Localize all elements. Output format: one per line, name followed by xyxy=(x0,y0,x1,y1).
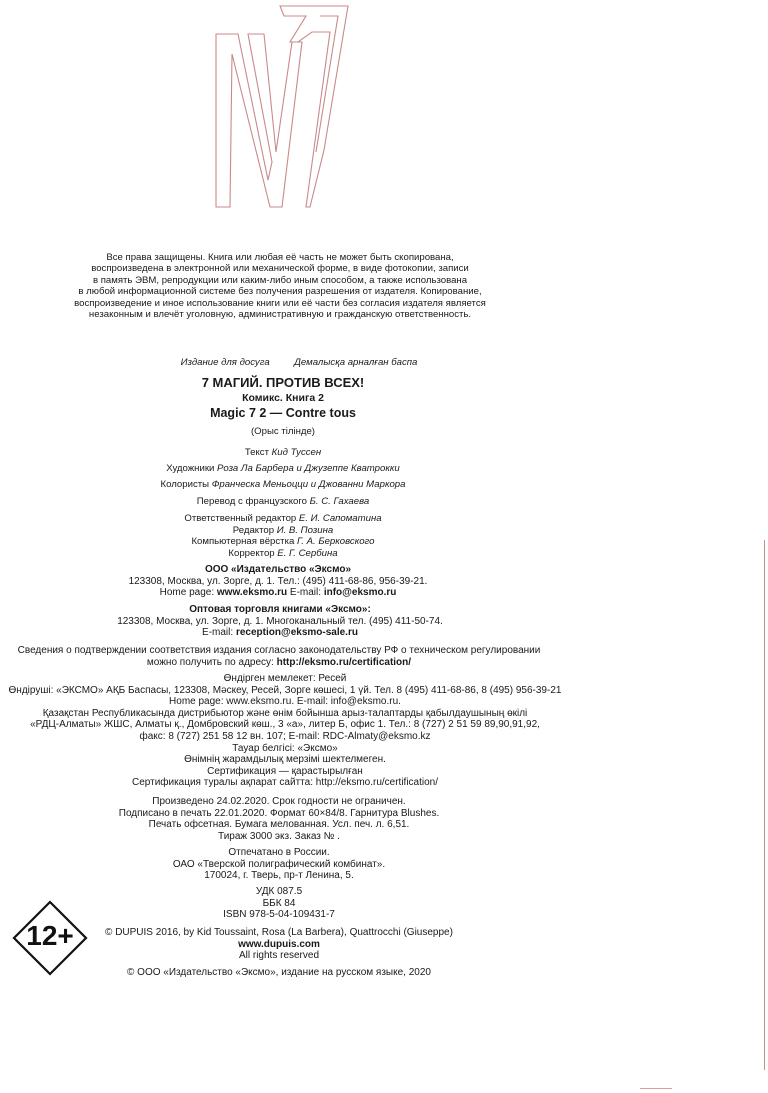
credit-value: Г. А. Берковского xyxy=(297,536,375,547)
udk-code: УДК 087.5 xyxy=(255,886,303,897)
credit-text xyxy=(0,447,566,458)
rights-line: воспроизведена в электронной или механической форме, в виде фотокопии, записи xyxy=(91,263,469,275)
production-line: Печать офсетная. Бумага мелованная. Усл. печ. л. 6,51. xyxy=(148,819,410,831)
rights-notice xyxy=(0,252,560,320)
rights-line: в любой информационной системе без получения разрешения от издателя. Копирование, xyxy=(78,286,482,298)
production-block xyxy=(0,796,558,842)
credit-value: Кид Туссен xyxy=(271,447,322,458)
rights-reserved: All rights reserved xyxy=(238,950,320,962)
credit-label: Текст xyxy=(244,447,269,458)
credit-value: И. В. Позина xyxy=(276,525,334,536)
rights-line: незаконным и влечёт уголовную, административную и гражданскую ответственность. xyxy=(88,309,472,321)
publisher-home-link[interactable]: www.eksmo.ru xyxy=(216,587,288,599)
kz-block xyxy=(0,673,570,789)
kz-line: Өндіруші: «ЭКСМО» АҚБ Баспасы, 123308, Мәскеу, Ресей, Зорге көшесі, 1 үй. Тел. 8 (495) 411-68-86, 8 (495) 956-39-21 xyxy=(8,684,562,696)
kz-line: «РДЦ-Алматы» ЖШС, Алматы қ., Домбровский көш., 3 «а», литер Б, офис 1. Тел.: 8 (727) 2 51 59 89,90,91,92, xyxy=(30,719,540,731)
production-line: Подписано в печать 22.01.2020. Формат 60×84/8. Гарнитура Blushes. xyxy=(118,807,440,819)
certification-block xyxy=(0,645,558,668)
credit-translation xyxy=(0,496,566,507)
credit-label: Художники xyxy=(166,463,215,474)
kz-line: Сертификация туралы ақпарат сайтта: http://eksmo.ru/certification/ xyxy=(131,777,439,789)
credit-value: Роза Ла Барбера и Джузеппе Кватрокки xyxy=(217,463,400,474)
copyright-eksmo: © ООО «Издательство «Эксмо», издание на русском языке, 2020 xyxy=(127,967,431,978)
margin-line xyxy=(764,540,765,1070)
credit-value: Е. И. Сапоматина xyxy=(298,513,382,524)
credit-label: Корректор xyxy=(228,548,275,559)
dupuis-link[interactable]: www.dupuis.com xyxy=(238,938,320,950)
credit-label: Компьютерная вёрстка xyxy=(191,536,295,547)
language-note: (Орыс тілінде) xyxy=(250,426,316,437)
kz-line: Тауар белгісі: «Эксмо» xyxy=(232,742,338,754)
printer-block xyxy=(0,847,558,882)
wholesale-contacts: E-mail: reception@eksmo-sale.ru xyxy=(202,627,358,639)
kz-line: Өндірген мемлекет: Ресей xyxy=(223,673,347,684)
rights-line: воспроизведение и иное использование книги или её части без согласия издателя является xyxy=(74,297,486,309)
publisher-address: 123308, Москва, ул. Зорге, д. 1. Тел.: (495) 411-68-86, 956-39-21. xyxy=(128,575,428,587)
printer-line: 170024, г. Тверь, пр-т Ленина, 5. xyxy=(204,870,354,882)
credit-label: Редактор xyxy=(232,525,275,536)
kz-line: Өнімнің жарамдылық мерзімі шектелмеген. xyxy=(184,754,386,766)
original-title: Magic 7 2 — Contre tous xyxy=(210,406,356,420)
credit-value: Б. С. Гахаева xyxy=(309,496,370,507)
m7-logo xyxy=(212,2,352,212)
wholesale-block xyxy=(0,604,560,639)
production-line: Тираж 3000 экз. Заказ № . xyxy=(218,830,340,842)
publisher-email-link[interactable]: info@eksmo.ru xyxy=(323,587,397,599)
edition-kz: Демалысқа арналған баспа xyxy=(294,357,418,368)
credit-value: Е. Г. Сербина xyxy=(277,548,338,559)
printer-line: Отпечатано в России. xyxy=(228,847,330,858)
credit-editor xyxy=(0,525,566,536)
rights-line: Все права защищены. Книга или любая её часть не может быть скопирована, xyxy=(106,252,454,263)
credit-label: Колористы xyxy=(160,479,210,490)
credit-colorists xyxy=(0,479,566,490)
credit-label: Ответственный редактор xyxy=(184,513,297,524)
isbn-code: ISBN 978-5-04-109431-7 xyxy=(223,909,335,921)
edition-ru: Издание для досуга xyxy=(180,357,270,368)
credit-value: Франческа Меньоцци и Джованни Маркора xyxy=(211,479,406,490)
certification-link[interactable]: http://eksmo.ru/certification/ xyxy=(276,656,412,668)
certification-line: Сведения о подтверждении соответствия издания согласно законодательству РФ о техническом регулировании xyxy=(17,645,541,656)
edition-header xyxy=(0,352,598,370)
wholesale-address: 123308, Москва, ул. Зорге, д. 1. Многоканальный тел. (495) 411-50-74. xyxy=(117,615,443,627)
bbk-code: ББК 84 xyxy=(262,897,296,909)
certification-url-line: можно получить по адресу: http://eksmo.ru/certification/ xyxy=(146,656,412,668)
age-rating-label: 12+ xyxy=(26,920,74,951)
book-title: 7 МАГИЙ. ПРОТИВ ВСЕХ! xyxy=(201,375,365,390)
margin-mark xyxy=(640,1088,672,1089)
credit-proof xyxy=(0,548,566,559)
kz-line: Сертификация — қарастырылған xyxy=(207,765,363,777)
kz-line: Home page: www.eksmo.ru. E-mail: info@eksmo.ru. xyxy=(169,696,401,708)
rights-line: в память ЭВМ, репродукции или каким-либо иным способом, а также использована xyxy=(92,274,468,286)
wholesale-email-link[interactable]: reception@eksmo-sale.ru xyxy=(235,627,358,639)
wholesale-name: Оптовая торговля книгами «Эксмо»: xyxy=(189,604,371,615)
production-line: Произведено 24.02.2020. Срок годности не ограничен. xyxy=(152,796,406,807)
book-subtitle: Комикс. Книга 2 xyxy=(242,392,324,404)
credit-label: Перевод с французского xyxy=(196,496,307,507)
credit-artists xyxy=(0,463,566,474)
credit-layout xyxy=(0,536,566,547)
publisher-contacts: Home page: www.eksmo.ru E-mail: info@eksmo.ru xyxy=(159,587,397,599)
credit-editor-in-charge xyxy=(0,513,566,524)
publisher-block xyxy=(0,564,556,599)
printer-line: ОАО «Тверской полиграфический комбинат». xyxy=(172,858,386,870)
kz-line: Қазақстан Республикасында дистрибьютор және өнім бойынша арыз-талаптарды қабылдаушының өкілі xyxy=(42,707,528,719)
kz-line: факс: 8 (727) 251 58 12 вн. 107; E-mail: RDC-Almaty@eksmo.kz xyxy=(139,730,431,742)
copyright-dupuis: © DUPUIS 2016, by Kid Toussaint, Rosa (La Barbera), Quattrocchi (Giuseppe) xyxy=(105,927,453,938)
publisher-name: ООО «Издательство «Эксмо» xyxy=(204,564,352,575)
